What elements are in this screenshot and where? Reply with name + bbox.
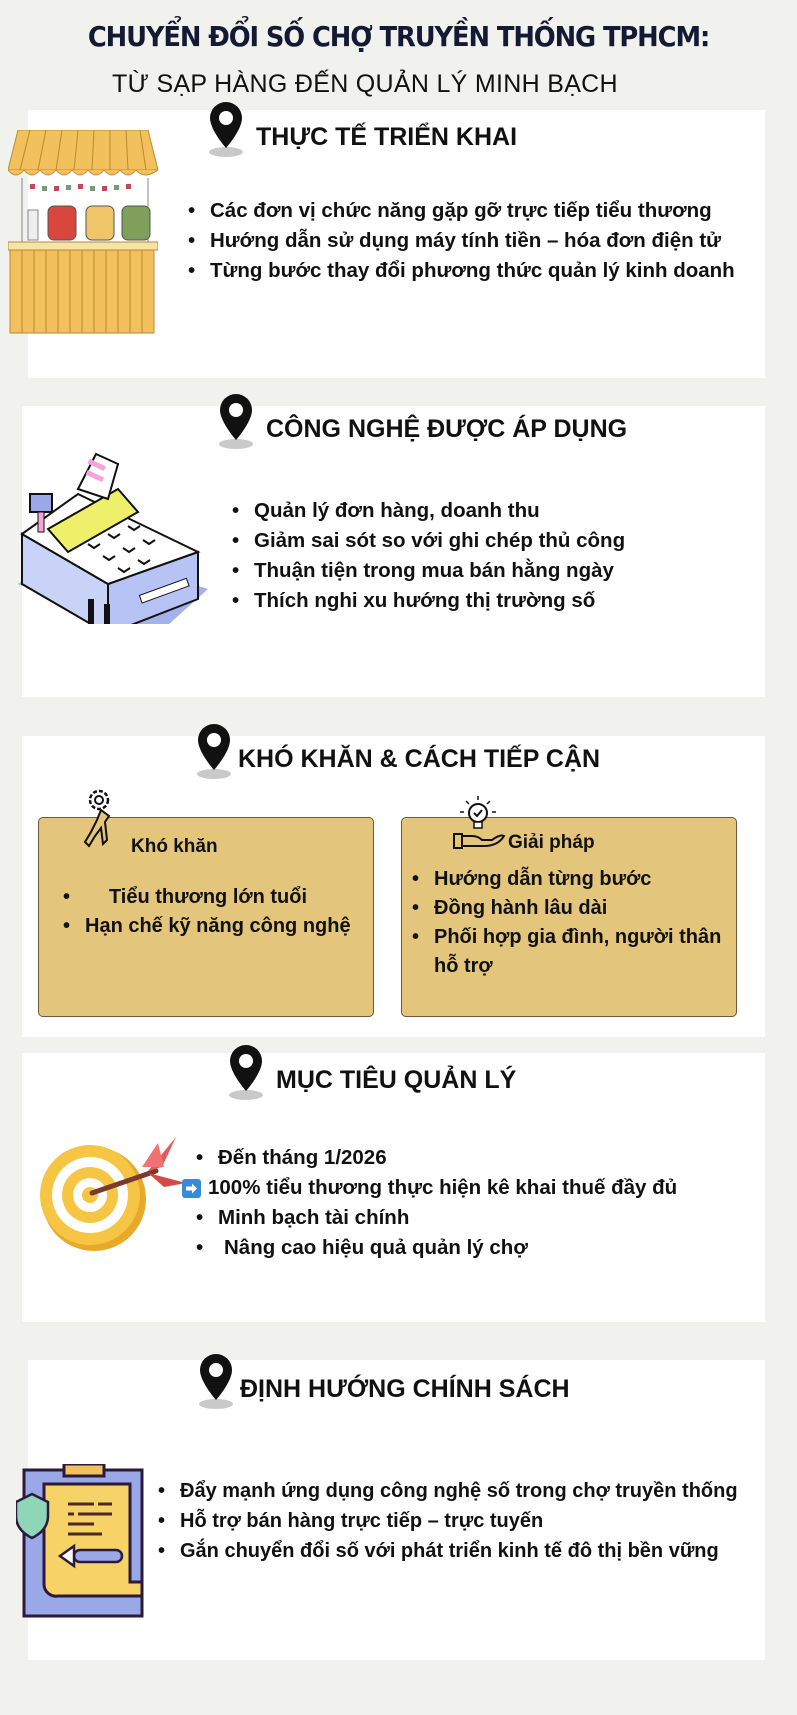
list-item: • Các đơn vị chức năng gặp gỡ trực tiếp tiểu thương [186,196,735,226]
section-heading: MỤC TIÊU QUẢN LÝ [226,1041,516,1101]
bullet-list [230,496,625,616]
solution-list [410,865,728,981]
location-pin-icon [206,98,250,158]
location-pin-icon [216,390,260,450]
location-pin-icon [196,1350,240,1410]
list-item: • Minh bạch tài chính [194,1203,677,1233]
list-item: • Thuận tiện trong mua bán hằng ngày [230,556,625,586]
section-policy [28,1360,765,1660]
page-title: CHUYỂN ĐỔI SỐ CHỢ TRUYỀN THỐNG TPHCM: [87,20,710,53]
bullet-list [156,1476,738,1566]
list-item: • Giảm sai sót so với ghi chép thủ công [230,526,625,556]
list-item: • Nâng cao hiệu quả quản lý chợ [194,1233,677,1263]
list-item: 100% tiểu thương thực hiện kê khai thuế đầy đủ [182,1173,677,1203]
list-item: • Hướng dẫn sử dụng máy tính tiền – hóa đơn điện tử [186,226,735,256]
list-item: • Từng bước thay đổi phương thức quản lý kinh doanh [186,256,735,286]
hand-lightbulb-icon [450,796,506,850]
list-item: • Đẩy mạnh ứng dụng công nghệ số trong chợ truyền thống [156,1476,738,1506]
section-heading: ĐỊNH HƯỚNG CHÍNH SÁCH [196,1350,570,1410]
person-carrying-gear-icon [83,788,119,850]
list-item: • Gắn chuyển đổi số với phát triển kinh tế đô thị bền vững [156,1536,738,1566]
section-heading: CÔNG NGHỆ ĐƯỢC ÁP DỤNG [216,390,627,450]
solution-title: Giải pháp [508,832,595,853]
list-item: • Phối hợp gia đình, người thân hỗ trợ [410,923,728,981]
right-arrow-icon [182,1179,201,1198]
section-heading: THỰC TẾ TRIỂN KHAI [206,98,517,158]
list-item: • Hạn chế kỹ năng công nghệ [61,912,331,941]
section-goals [22,1053,765,1322]
location-pin-icon [194,720,238,780]
market-stall-illustration [8,130,158,335]
section-technology [22,406,765,697]
list-item: • Thích nghi xu hướng thị trường số [230,586,625,616]
list-item: • Tiểu thương lớn tuổi [61,883,331,912]
list-item: • Quản lý đơn hàng, doanh thu [230,496,625,526]
cash-register-illustration [8,434,208,624]
target-arrow-illustration [36,1127,186,1257]
list-item: • Hướng dẫn từng bước [410,865,728,894]
section-heading: KHÓ KHĂN & CÁCH TIẾP CẬN [194,720,600,780]
section-implementation [28,110,765,378]
difficulty-list [61,883,351,941]
bullet-list [186,196,735,286]
list-item: • Hỗ trợ bán hàng trực tiếp – trực tuyến [156,1506,738,1536]
difficulty-card [38,817,374,1017]
bullet-list [182,1143,677,1263]
list-item: • Đến tháng 1/2026 [194,1143,677,1173]
section-challenges [22,736,765,1037]
solution-card [401,817,737,1017]
policy-document-illustration [16,1464,156,1618]
page-subtitle: TỪ SẠP HÀNG ĐẾN QUẢN LÝ MINH BẠCH [112,70,618,98]
location-pin-icon [226,1041,270,1101]
difficulty-title: Khó khăn [131,836,218,857]
list-item: • Đồng hành lâu dài [410,894,728,923]
